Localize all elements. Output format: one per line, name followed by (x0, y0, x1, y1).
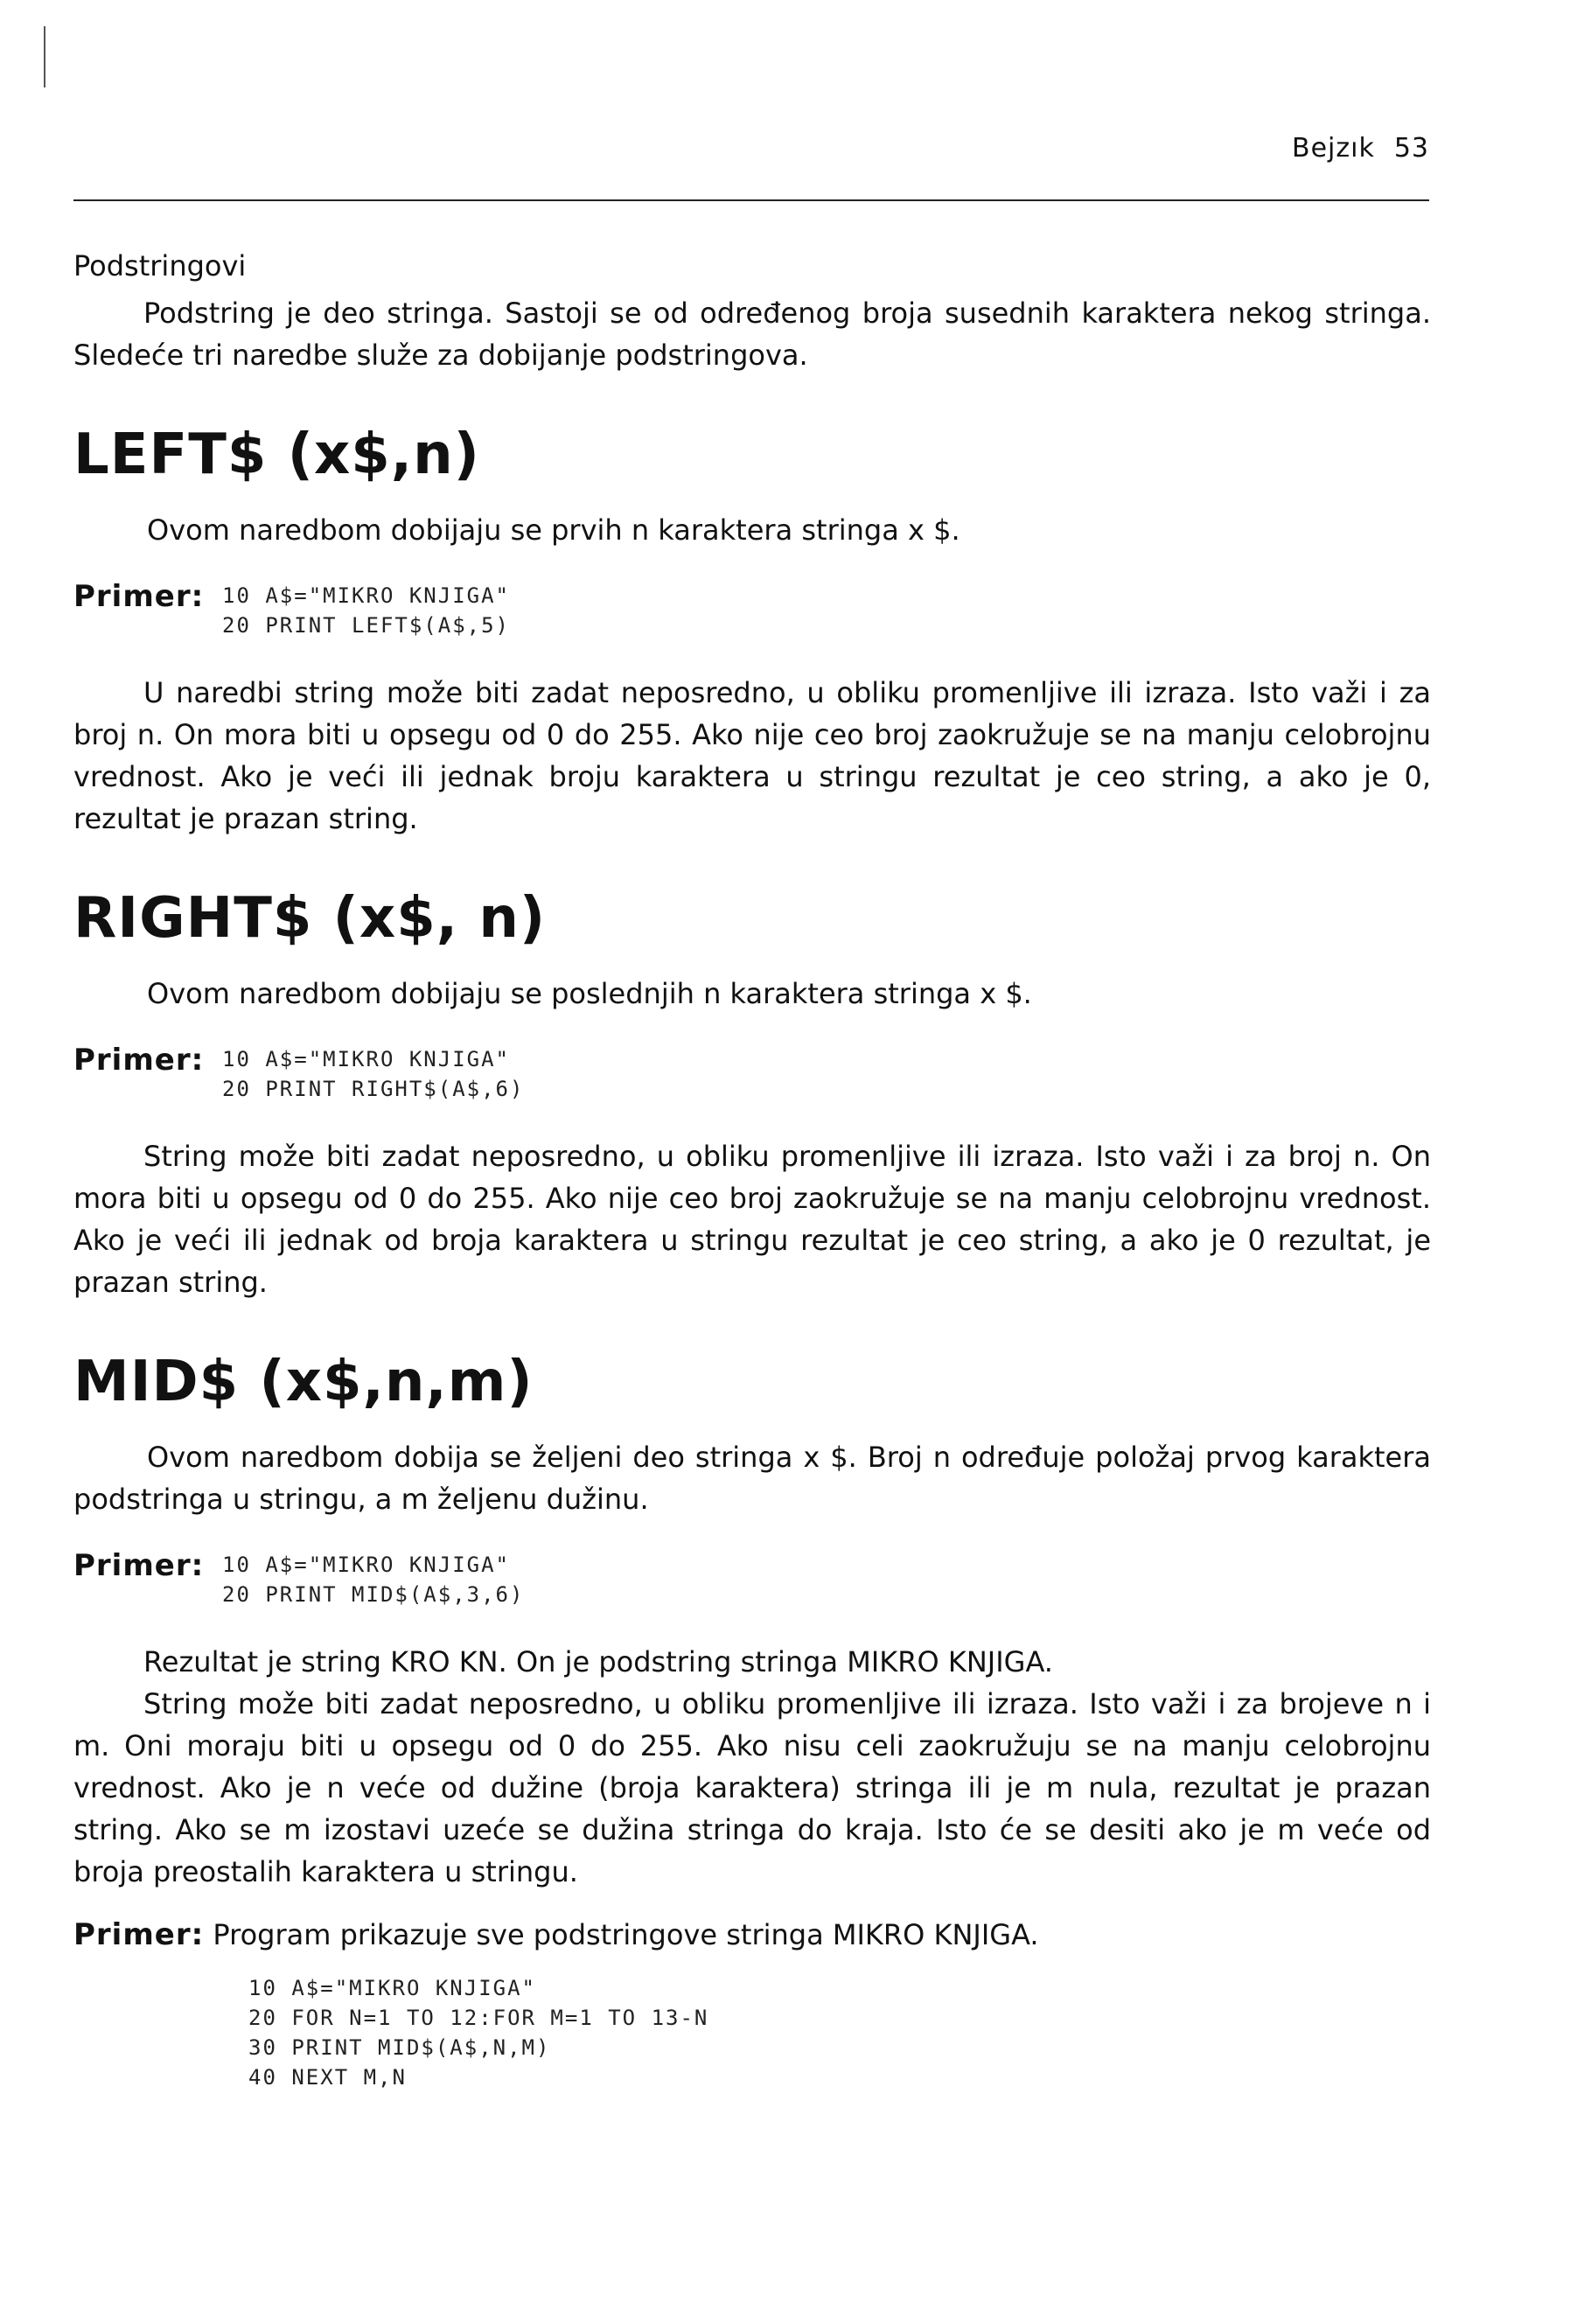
command-description: Ovom naredbom dobijaju se poslednjih n karaktera stringa x $. (147, 977, 1032, 1010)
header-rule (73, 199, 1429, 201)
example-label: Primer: (73, 579, 205, 614)
code-line: 20 PRINT MID$(A$,3,6) (222, 1582, 525, 1607)
intro-paragraph: Podstring je deo stringa. Sastoji se od određenog broja susednih karaktera nekog stringa. Sledeće tri naredbe služe za dobijanje podstringova. (73, 297, 1431, 372)
example (73, 1550, 1431, 1609)
running-title: Bejzık (1291, 133, 1375, 164)
code-listing (222, 1044, 524, 1104)
code-line: 20 PRINT RIGHT$(A$,6) (222, 1077, 525, 1101)
code-line: 10 A$="MIKRO KNJIGA" (222, 1047, 510, 1071)
example-label: Primer: (73, 1917, 205, 1952)
code-line: 20 PRINT LEFT$(A$,5) (222, 613, 510, 638)
section-right (73, 883, 1431, 1303)
command-title: MID$ (x$,n,m) (73, 1350, 534, 1414)
code-listing (222, 581, 510, 640)
example (73, 1044, 1431, 1104)
command-title: RIGHT$ (x$, n) (73, 886, 547, 951)
body-paragraph: String može biti zadat neposredno, u obliku promenljive ili izraza. Isto važi i za broj n. On mora biti u opsegu od 0 do 255. Ako nije ceo broj zaokružuje se na manju celobrojnu vrednost. Ako je veći ili jednak od broja karaktera u stringu rezultat je ceo string, a ako je 0 rezultat, je prazan string. (73, 1140, 1431, 1299)
command-description: Ovom naredbom dobijaju se prvih n karaktera stringa x $. (147, 513, 960, 547)
example-label: Primer: (73, 1548, 205, 1583)
program-description: Program prikazuje sve podstringove stringa MIKRO KNJIGA. (213, 1918, 1039, 1951)
code-line: 10 A$="MIKRO KNJIGA" (222, 1553, 510, 1577)
example-label: Primer: (73, 1043, 205, 1078)
program-example (73, 1914, 1431, 1956)
body-paragraph: U naredbi string može biti zadat neposredno, u obliku promenljive ili izraza. Isto važi i za broj n. On mora biti u opsegu od 0 do 255. Ako nije ceo broj zaokružuje se na manju celobrojnu vrednost. Ako je veći ili jednak broju karaktera u stringu rezultat je ceo string, a ako je 0, rezultat je prazan string. (73, 676, 1431, 835)
body-paragraph: Rezultat je string KRO KN. On je podstring stringa MIKRO KNJIGA. (143, 1645, 1053, 1678)
page-content (73, 245, 1431, 2092)
code-line: 20 FOR N=1 TO 12:FOR M=1 TO 13-N (248, 2006, 709, 2030)
program-listing (248, 1973, 1431, 2092)
code-line: 10 A$="MIKRO KNJIGA" (248, 1976, 536, 2000)
section-mid (73, 1347, 1431, 1893)
page-number: 53 (1393, 133, 1429, 164)
subheading: Podstringovi (73, 249, 247, 283)
section-left (73, 420, 1431, 840)
command-description: Ovom naredbom dobija se željeni deo stringa x $. Broj n određuje položaj prvog karaktera podstringa u stringu, a m željenu dužinu. (73, 1441, 1431, 1516)
running-head (1292, 133, 1429, 164)
code-line: 30 PRINT MID$(A$,N,M) (248, 2035, 551, 2060)
scan-edge-mark (44, 26, 45, 87)
code-line: 10 A$="MIKRO KNJIGA" (222, 583, 510, 608)
code-line: 40 NEXT M,N (248, 2065, 407, 2090)
example (73, 581, 1431, 640)
code-listing (222, 1550, 524, 1609)
command-title: LEFT$ (x$,n) (73, 422, 480, 487)
body-paragraph: String može biti zadat neposredno, u obliku promenljive ili izraza. Isto važi i za brojeve n i m. Oni moraju biti u opsegu od 0 do 255. Ako nisu celi zaokružuju se na manju celobrojnu vrednost. Ako je n veće od dužine (broja karaktera) stringa ili je m nula, rezultat je prazan string. Ako se m izostavi uzeće se dužina stringa do kraja. Isto će se desiti ako je m veće od broja preostalih karaktera u stringu. (73, 1687, 1431, 1888)
